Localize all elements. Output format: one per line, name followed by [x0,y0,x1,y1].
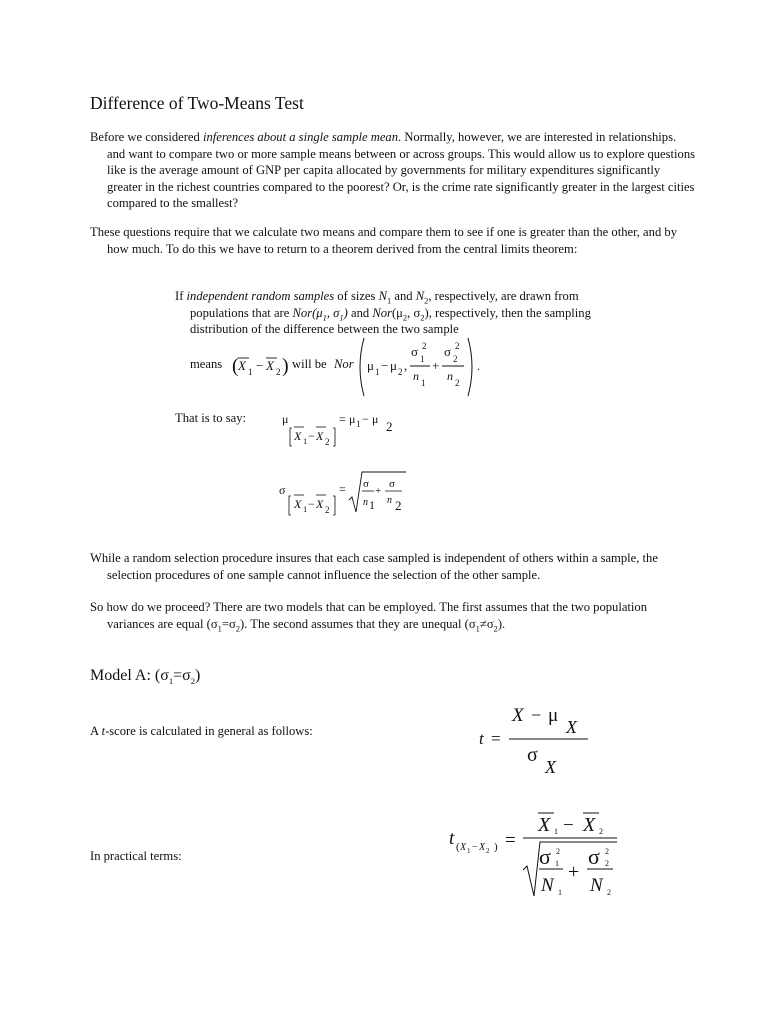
minus-c2: − [362,412,369,426]
t-if: If [175,289,187,303]
tscore-b: -score is calculated in general as follows: [105,724,313,738]
model-a-text-b: =σ [173,667,191,684]
t-mu2-sub: 2 [402,312,408,323]
bracket-c-close [333,428,335,446]
models-sub3: 1 [475,623,480,634]
sig2-f-sub: 2 [605,859,609,868]
sig2-b: σ [444,344,452,359]
t-of-sizes: of sizes [334,289,379,303]
X1-f-num-sub: 1 [554,827,558,836]
N1-f-sub: 1 [558,888,562,897]
mu-c: μ [282,412,289,426]
bracket-d-open [289,496,291,515]
eq-f: = [505,830,516,851]
x2-c-sub: 2 [325,437,330,447]
models-text-d: ≠σ [479,616,494,631]
that-is-to-say: That is to say: [175,411,247,425]
t-mu1: μ [316,305,323,320]
x2-a-sub: 2 [276,367,281,377]
x2-d: X [316,497,324,511]
paren-close-a: ) [282,355,289,377]
x1-c: X [294,429,302,443]
eq-e: = [491,729,501,748]
t-mu1-sub: 1 [322,312,327,323]
t-sub1: 1 [386,295,392,306]
models-sub1: 1 [217,623,222,634]
means-word: means [190,357,223,371]
X1-f-num: X [538,814,551,836]
t-close1: ) [343,305,348,320]
model-a-sub2: 2 [190,676,195,687]
t-and: and [391,289,416,303]
t-nor1-word: Nor [292,305,313,320]
t-nor2: Nor [372,305,392,320]
models-sub2: 2 [235,623,241,634]
x2-c: X [316,429,324,443]
t-close2: ) [424,305,429,320]
x1-a: X [238,358,246,373]
mu1-c: μ [349,412,356,426]
x2-f-sub: 2 [486,847,490,855]
minus-f-num: − [563,815,574,836]
practical-terms-line: In practical terms: [90,849,182,863]
x1-c-sub: 1 [303,436,308,446]
sig1-b-sub: 1 [420,354,425,364]
mu2-c-sub: 2 [386,419,393,434]
comma-b: , [404,358,408,373]
sig1-b: σ [411,344,419,359]
eq-d: = [339,482,346,496]
x2-f: X [479,842,486,853]
sig1-f-sub: 1 [555,859,559,868]
tscore-t: t [101,724,106,738]
x2-d-sub: 2 [325,505,330,515]
N2-f-sub: 2 [607,888,611,897]
mu1-b: μ [367,358,374,373]
models-text-b: =σ [221,616,236,631]
x1-d-sub: 1 [303,504,308,514]
minus-f: − [472,842,478,853]
model-a-heading [90,666,200,686]
bracket-d-close [333,496,335,515]
paragraph-models [90,599,697,632]
t-score-line [90,723,313,740]
minus-a: − [256,358,264,373]
paren-open-a: ( [232,355,239,377]
model-a-text-c: ) [195,667,201,684]
t-c1: , respectively, are drawn from populations that are [190,289,579,320]
N2-f: N [590,875,603,896]
models-sub4: 2 [493,623,498,634]
n2-b-sub: 2 [455,378,460,388]
X-e-den-sub: X [545,757,556,777]
mu1-c-sub: 1 [356,419,361,429]
t-e: t [479,729,484,748]
minus-e: − [531,705,542,725]
x2-a: X [266,358,274,373]
sig2-f-sq: 2 [605,847,609,856]
bracket-c-open [290,428,292,446]
sig2-b-sub: 2 [453,354,458,364]
t-sep2: , [407,305,414,320]
t-c2: , respectively, then the sampling distribution of the difference between the two sample [190,305,591,336]
n-d1-sub: 1 [369,498,375,512]
N1-f: N [541,875,554,896]
plus-d: + [375,485,382,497]
X2-f-num-sub: 2 [599,827,603,836]
model-a-sub1: 1 [168,676,174,687]
intro-text-a: Before we considered [90,130,203,144]
t-sep1: , [326,305,334,320]
paren-f-close: ) [494,841,498,853]
t-f: t [449,828,455,849]
will-be-word: will be [292,357,327,371]
n2-b: n [447,369,453,383]
t-mu2: μ [396,305,403,320]
X-e: X [512,705,524,726]
n-d2-sub: 2 [395,498,402,513]
dot-b: . [477,359,480,373]
intro-text-b: . Normally, however, we are interested in relationships. and want to compare two or more sample means between or across groups. This would allow us to explore questions like is the average amount of GNP per capita allocated by governments for military expenditures significantly greater in the richest countries compared to the poorest? Or, is the crime rate significantly greater in the largest cities compared to the smallest? [107,130,696,210]
n-d1: n [363,497,368,508]
t-N2: N [415,289,425,303]
models-text-c: ). The second assumes that they are unequal (σ [240,616,476,631]
mu-e: μ [548,705,559,726]
models-text-a: So how do we proceed? There are two models that can be employed. The first assumes that the two population variances are equal (σ [90,600,648,631]
nor-word: Nor [334,357,354,371]
mu2-b: μ [390,358,397,373]
sigma-e: σ [527,744,538,766]
X-e-sub: X [566,717,577,737]
eq-c: = [339,412,346,426]
minus-d: − [308,497,315,511]
x1-f-sub: 1 [467,847,471,855]
t-N1: N [378,289,387,303]
t-emphasis: independent random samples [186,289,335,303]
mu1-b-sub: 1 [375,367,380,377]
model-a-text-a: Model A: (σ [90,667,169,684]
sig1-f: σ [539,844,551,869]
n-d2: n [387,495,392,506]
sigma-d: σ [279,483,286,497]
minus-b: − [381,358,389,373]
paragraph-theorem-intro: These questions require that we calculate two means and compare them to see if one is greater than the other, and by how much. To do this we have to return to a theorem derived from the central limits theorem: [90,225,677,256]
t-sub2: 2 [424,295,429,306]
sig-d2: σ [389,478,395,490]
sig1-b-sq: 2 [422,341,427,351]
tscore-a: A [90,724,102,738]
sig2-b-sq: 2 [455,341,460,351]
t-sigma2-sub: 2 [420,312,425,323]
x1-a-sub: 1 [248,367,253,377]
n1-b: n [413,369,419,383]
plus-b: + [432,358,440,373]
t-sigma2: σ [413,305,421,320]
big-paren-open [360,338,364,396]
t-sigma1-sub: 1 [339,312,344,323]
sig1-f-sq: 2 [556,847,560,856]
n1-b-sub: 1 [421,378,426,388]
t-open1: ( [312,305,317,320]
x1-f: X [460,842,467,853]
paren-f-open: ( [456,841,460,853]
paragraph-independence: While a random selection procedure insures that each case sampled is independent of others within a sample, the selection procedures of one sample cannot influence the selection of the other sample. [90,551,658,582]
models-text-e: ). [497,616,506,631]
intro-emphasis: inferences about a single sample mean [202,130,399,144]
X2-f-num: X [583,814,596,836]
mu2-c: μ [372,412,379,426]
page-title: Difference of Two-Means Test [90,93,304,113]
t-sigma1: σ [333,305,340,320]
sig-d1: σ [363,478,369,490]
plus-f: + [568,861,580,883]
minus-c: − [308,429,315,443]
x1-d: X [294,497,302,511]
sig2-f: σ [588,844,600,869]
mu2-b-sub: 2 [398,367,403,377]
big-paren-close [468,338,472,396]
t-and2: and [347,305,373,320]
t-open2: ( [391,305,397,320]
